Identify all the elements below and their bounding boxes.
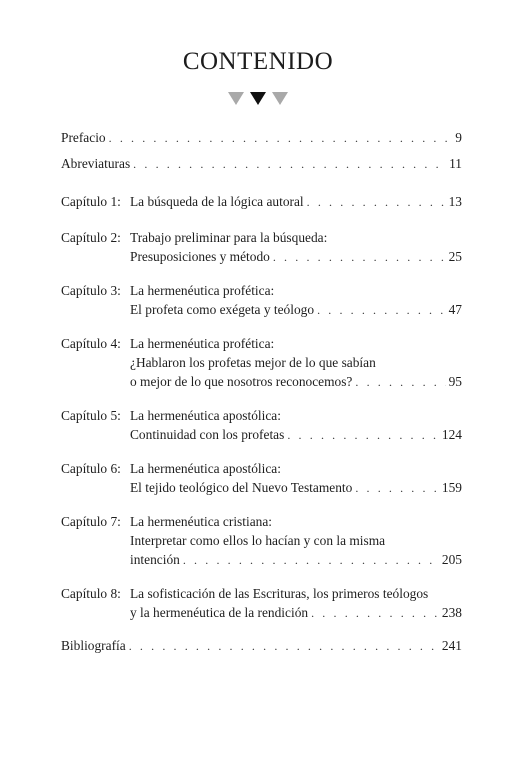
chapter-label: Capítulo 5: — [61, 408, 121, 423]
page-number: 95 — [448, 374, 462, 389]
entry-title-text: Interpretar como ellos lo hacían y con la misma — [130, 533, 386, 548]
page-title: CONTENIDO — [182, 48, 334, 75]
entry-title-text: La hermenéutica profética: — [130, 283, 275, 298]
entry-title — [130, 192, 462, 211]
entry-title-line — [130, 478, 462, 497]
page-number: 124 — [441, 427, 462, 442]
entry-title-text: Presuposiciones y método — [130, 249, 270, 264]
entry-title — [130, 406, 462, 444]
entry-title-line — [130, 300, 462, 319]
entry-title-line — [130, 425, 462, 444]
ornament-divider — [0, 92, 516, 105]
dot-leader — [311, 604, 439, 623]
page-number: 205 — [441, 552, 462, 567]
entry-title-text: El tejido teológico del Nuevo Testamento — [130, 480, 353, 495]
entry-title-text: Continuidad con los profetas — [130, 427, 285, 442]
page-number: 13 — [448, 194, 462, 209]
entry-title — [130, 334, 462, 391]
dot-leader — [307, 193, 446, 212]
entry-title-line — [130, 192, 462, 211]
entry-title-text: La hermenéutica cristiana: — [130, 514, 273, 529]
page-number: 25 — [448, 249, 462, 264]
entry-title-text: Bibliografía — [61, 638, 126, 653]
dot-leader — [183, 551, 439, 570]
entry-title-text: El profeta como exégeta y teólogo — [130, 302, 315, 317]
triangle-light-right-icon — [272, 92, 288, 105]
entry-title-text: La sofisticación de las Escrituras, los primeros teólogos — [130, 586, 429, 601]
entry-title — [61, 636, 462, 655]
entry-title-line — [130, 584, 462, 603]
dot-leader — [133, 155, 446, 174]
entry-title — [61, 154, 462, 173]
dot-leader — [129, 637, 439, 656]
chapter-label: Capítulo 7: — [61, 514, 121, 529]
entry-title-line — [130, 228, 462, 247]
entry-title — [130, 584, 462, 622]
chapter-label: Capítulo 1: — [61, 194, 121, 209]
triangle-dark-center-icon — [250, 92, 266, 105]
entry-title — [130, 281, 462, 319]
chapter-label: Capítulo 3: — [61, 283, 121, 298]
page-number: 241 — [441, 638, 462, 653]
chapter-label: Capítulo 8: — [61, 586, 121, 601]
entry-title-text: Trabajo preliminar para la búsqueda: — [130, 230, 328, 245]
chapter-label: Capítulo 4: — [61, 336, 121, 351]
entry-title-text: Abreviaturas — [61, 156, 131, 171]
entry-title-text: ¿Hablaron los profetas mejor de lo que sabían — [130, 355, 376, 370]
entry-title-line — [130, 531, 462, 550]
entry-title-text: La hermenéutica apostólica: — [130, 461, 281, 476]
entry-title — [130, 459, 462, 497]
dot-leader — [355, 373, 445, 392]
entry-title-line — [130, 550, 462, 569]
entry-title-line — [130, 603, 462, 622]
triangle-light-left-icon — [228, 92, 244, 105]
entry-title-line — [61, 154, 462, 173]
entry-title-line — [130, 372, 462, 391]
dot-leader — [273, 248, 446, 267]
page-number: 9 — [455, 130, 462, 145]
page-number: 238 — [441, 605, 462, 620]
entry-title-line — [130, 459, 462, 478]
dot-leader — [287, 426, 439, 445]
entry-title-text: intención — [130, 552, 180, 567]
entry-title — [130, 228, 462, 266]
entry-title-line — [130, 512, 462, 531]
entry-title-line — [130, 247, 462, 266]
page-number: 11 — [449, 156, 462, 171]
entry-title-text: La búsqueda de la lógica autoral — [130, 194, 304, 209]
entry-title-text: La hermenéutica profética: — [130, 336, 275, 351]
entry-title-line — [130, 334, 462, 353]
entry-title — [61, 128, 462, 147]
chapter-label: Capítulo 6: — [61, 461, 121, 476]
entry-title-line — [130, 281, 462, 300]
dot-leader — [317, 301, 446, 320]
entry-title-text: Prefacio — [61, 130, 106, 145]
page-number: 159 — [441, 480, 462, 495]
page-number: 47 — [448, 302, 462, 317]
dot-leader — [109, 129, 453, 148]
entry-title-line — [61, 128, 462, 147]
entry-title-line — [130, 353, 462, 372]
entry-title — [130, 512, 462, 569]
entry-title-text: La hermenéutica apostólica: — [130, 408, 281, 423]
entry-title-line — [130, 406, 462, 425]
chapter-label: Capítulo 2: — [61, 230, 121, 245]
entry-title-line — [61, 636, 462, 655]
entry-title-text: y la hermenéutica de la rendición — [130, 605, 309, 620]
dot-leader — [355, 479, 439, 498]
entry-title-text: o mejor de lo que nosotros reconocemos? — [130, 374, 353, 389]
